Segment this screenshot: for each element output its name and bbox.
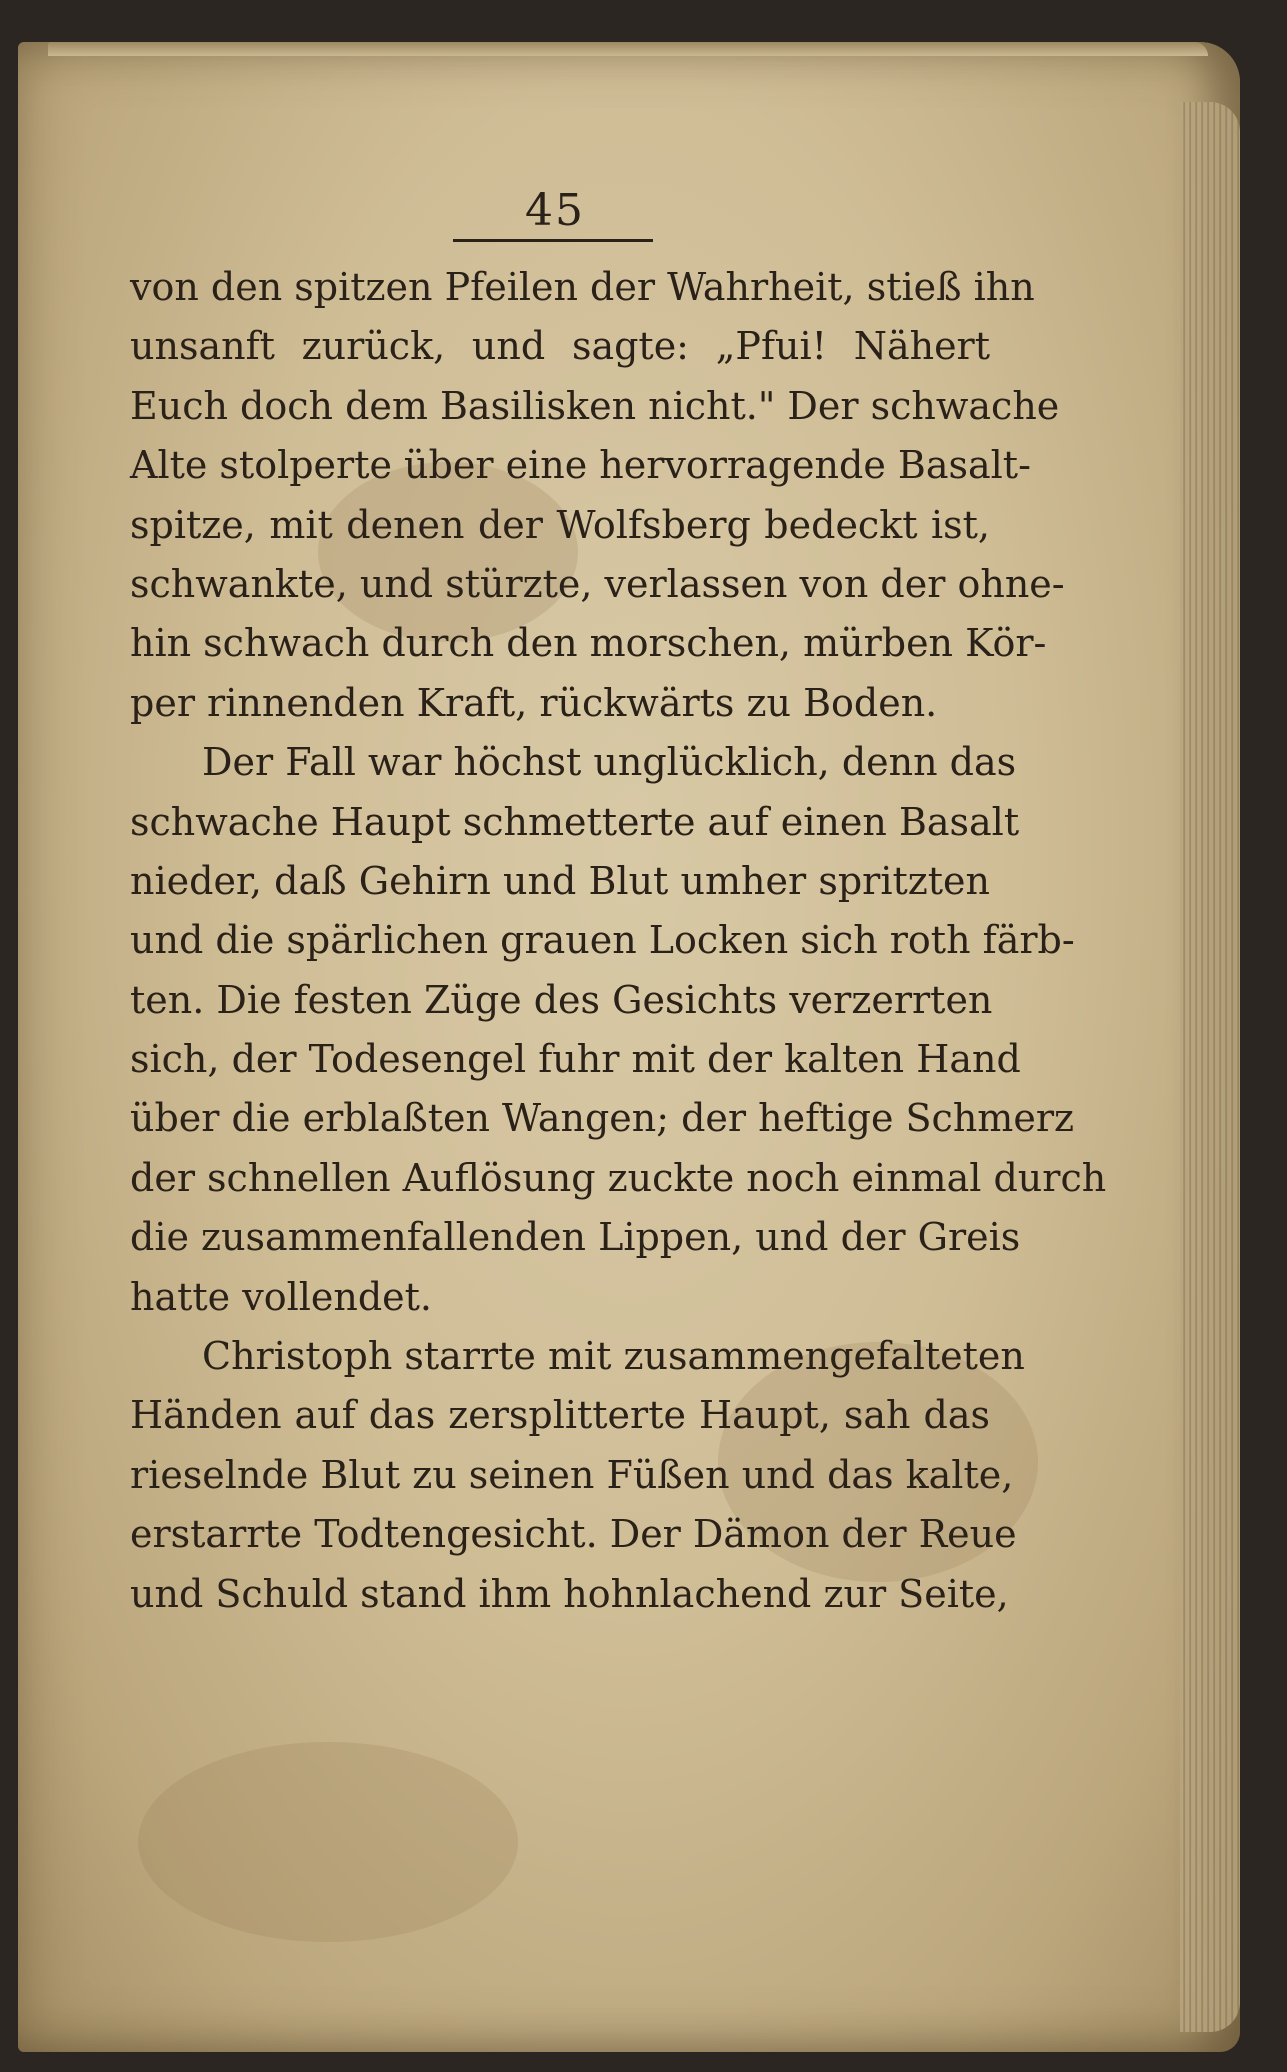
text-line: unsanft zurück, und sagte: „Pfui! Nähert <box>130 324 990 369</box>
text-line: hatte vollendet. <box>130 1274 433 1319</box>
text-line: hin schwach durch den morschen, mürben Kör- <box>130 621 1047 666</box>
text-line: schwankte, und stürzte, verlassen von der ohne- <box>130 561 1065 606</box>
text-line: und die spärlichen grauen Locken sich roth färb- <box>130 918 1075 963</box>
text-line: Christoph starrte mit zusammengefalteten <box>202 1334 1025 1379</box>
page-top-edge <box>48 42 1208 56</box>
text-line: Euch doch dem Basilisken nicht." Der schwache <box>130 383 1060 428</box>
text-line: schwache Haupt schmetterte auf einen Basalt <box>130 799 1020 844</box>
text-line: der schnellen Auflösung zuckte noch einmal durch <box>130 1155 1107 1200</box>
text-line: per rinnenden Kraft, rückwärts zu Boden. <box>130 680 938 725</box>
text-line: von den spitzen Pfeilen der Wahrheit, stieß ihn <box>130 265 1035 309</box>
text-line: Der Fall war höchst unglücklich, denn das <box>202 740 1017 785</box>
text-line: die zusammenfallenden Lippen, und der Greis <box>130 1215 1021 1260</box>
text-line: sich, der Todesengel fuhr mit der kalten Hand <box>130 1037 1021 1082</box>
text-line: spitze, mit denen der Wolfsberg bedeckt ist, <box>130 502 990 547</box>
text-line: rieselnde Blut zu seinen Füßen und das kalte, <box>130 1452 1014 1497</box>
text-line: Händen auf das zersplitterte Haupt, sah das <box>130 1393 990 1438</box>
page-number-rule <box>453 239 653 242</box>
paper-stain <box>138 1742 518 1942</box>
text-block <box>130 185 1107 1624</box>
text-line: über die erblaßten Wangen; der heftige Schmerz <box>130 1096 1075 1141</box>
text-line: Alte stolperte über eine hervorragende Basalt- <box>130 443 1031 488</box>
text-line: erstarrte Todtengesicht. Der Dämon der Reue <box>130 1512 1017 1557</box>
text-line: nieder, daß Gehirn und Blut umher spritzten <box>130 858 990 903</box>
text-line: ten. Die festen Züge des Gesichts verzerrten <box>130 977 993 1022</box>
text-line: und Schuld stand ihm hohnlachend zur Seite, <box>130 1571 1009 1616</box>
page-edges <box>1180 102 1240 2032</box>
page-number: 45 <box>525 185 585 236</box>
